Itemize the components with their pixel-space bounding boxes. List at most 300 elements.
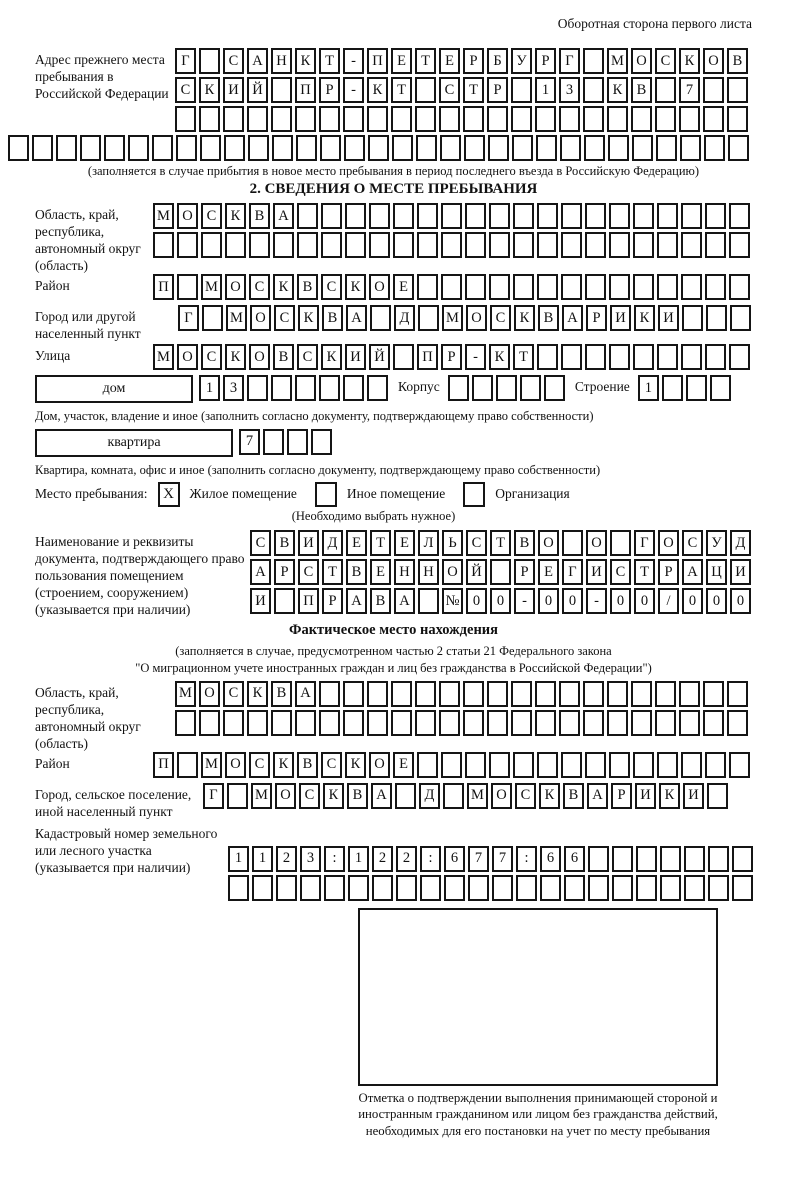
char-cell — [295, 710, 316, 736]
char-cell — [708, 846, 729, 872]
char-cell: К — [345, 752, 366, 778]
char-cell — [636, 846, 657, 872]
house-cells — [199, 375, 388, 401]
char-cell — [224, 135, 245, 161]
char-cell — [489, 274, 510, 300]
checkbox-organization — [463, 482, 485, 507]
char-cell: Й — [247, 77, 268, 103]
char-cell — [177, 274, 198, 300]
char-cell — [561, 344, 582, 370]
char-cell: И — [345, 344, 366, 370]
char-cell — [396, 875, 417, 901]
char-cell — [657, 344, 678, 370]
district-row — [153, 274, 750, 300]
stroenie-cells — [638, 375, 731, 401]
char-cell: 2 — [396, 846, 417, 872]
char-cell: В — [538, 305, 559, 331]
char-cell: О — [249, 344, 270, 370]
char-cell — [657, 752, 678, 778]
char-cell — [511, 710, 532, 736]
char-cell: К — [199, 77, 220, 103]
char-cell — [656, 135, 677, 161]
char-cell — [321, 203, 342, 229]
option-organization-label: Организация — [495, 486, 570, 502]
char-cell — [273, 232, 294, 258]
char-cell — [417, 274, 438, 300]
char-cell: 6 — [444, 846, 465, 872]
char-cell — [177, 752, 198, 778]
char-cell — [537, 203, 558, 229]
char-cell: 2 — [372, 846, 393, 872]
char-cell: К — [225, 344, 246, 370]
char-cell: С — [610, 559, 631, 585]
char-cell — [487, 106, 508, 132]
char-cell — [732, 846, 753, 872]
char-cell: 3 — [300, 846, 321, 872]
char-cell — [703, 106, 724, 132]
char-cell: М — [442, 305, 463, 331]
char-cell: О — [466, 305, 487, 331]
apartment-box-label: квартира — [35, 429, 233, 457]
char-cell: Г — [203, 783, 224, 809]
char-cell — [343, 681, 364, 707]
char-cell: В — [563, 783, 584, 809]
document-row-3 — [250, 588, 752, 614]
char-cell — [512, 135, 533, 161]
char-cell — [727, 106, 748, 132]
char-cell: К — [634, 305, 655, 331]
char-cell: : — [516, 846, 537, 872]
char-cell — [321, 232, 342, 258]
char-cell: У — [706, 530, 727, 556]
house-box-label: дом — [35, 375, 193, 403]
char-cell — [372, 875, 393, 901]
char-cell — [633, 344, 654, 370]
char-cell — [705, 203, 726, 229]
char-cell — [319, 106, 340, 132]
char-cell — [511, 77, 532, 103]
char-cell — [535, 681, 556, 707]
char-cell — [609, 344, 630, 370]
char-cell: Т — [370, 530, 391, 556]
char-cell: Й — [369, 344, 390, 370]
char-cell: Р — [658, 559, 679, 585]
char-cell — [583, 48, 604, 74]
char-cell: Г — [178, 305, 199, 331]
char-cell — [200, 135, 221, 161]
char-cell: 3 — [559, 77, 580, 103]
char-cell — [199, 48, 220, 74]
char-cell — [296, 135, 317, 161]
char-cell: С — [682, 530, 703, 556]
char-cell: Е — [393, 274, 414, 300]
char-cell: О — [275, 783, 296, 809]
char-cell: С — [321, 274, 342, 300]
char-cell — [393, 344, 414, 370]
char-cell — [560, 135, 581, 161]
char-cell — [463, 681, 484, 707]
char-cell — [703, 710, 724, 736]
char-cell: Р — [319, 77, 340, 103]
char-cell — [369, 203, 390, 229]
char-cell — [536, 135, 557, 161]
char-cell: А — [562, 305, 583, 331]
char-cell: В — [631, 77, 652, 103]
char-cell — [562, 530, 583, 556]
char-cell: С — [249, 752, 270, 778]
char-cell — [610, 530, 631, 556]
char-cell — [681, 203, 702, 229]
char-cell — [609, 232, 630, 258]
fact-region-row-2 — [175, 710, 752, 736]
char-cell: 0 — [538, 588, 559, 614]
char-cell — [465, 203, 486, 229]
char-cell: К — [295, 48, 316, 74]
char-cell — [463, 106, 484, 132]
char-cell — [633, 232, 654, 258]
char-cell: С — [297, 344, 318, 370]
char-cell: 6 — [540, 846, 561, 872]
char-cell — [391, 106, 412, 132]
char-cell — [465, 232, 486, 258]
char-cell — [730, 305, 751, 331]
char-cell — [535, 710, 556, 736]
char-cell: М — [201, 752, 222, 778]
char-cell — [703, 77, 724, 103]
char-cell — [490, 559, 511, 585]
char-cell: Й — [466, 559, 487, 585]
fact-region-row-1 — [175, 681, 752, 707]
city-block — [35, 305, 752, 342]
char-cell: М — [201, 274, 222, 300]
char-cell: Р — [586, 305, 607, 331]
char-cell — [8, 135, 29, 161]
char-cell — [489, 232, 510, 258]
cadastral-block — [35, 822, 752, 904]
char-cell — [561, 232, 582, 258]
char-cell: А — [273, 203, 294, 229]
char-cell — [367, 106, 388, 132]
region-row-2 — [153, 232, 752, 258]
char-cell: К — [225, 203, 246, 229]
char-cell — [612, 875, 633, 901]
char-cell — [320, 135, 341, 161]
char-cell — [707, 783, 728, 809]
prev-address-block — [35, 48, 752, 135]
char-cell: П — [417, 344, 438, 370]
char-cell — [679, 710, 700, 736]
prev-address-row-4 — [8, 135, 752, 161]
char-cell: К — [321, 344, 342, 370]
char-cell — [657, 274, 678, 300]
char-cell: С — [299, 783, 320, 809]
char-cell: Р — [514, 559, 535, 585]
apartment-note: Квартира, комната, офис и иное (заполнить согласно документу, подтверждающему право собственности) — [35, 462, 601, 477]
fact-city-row — [203, 783, 728, 809]
char-cell — [440, 135, 461, 161]
char-cell: С — [321, 752, 342, 778]
char-cell — [463, 710, 484, 736]
korpus-label: Корпус — [398, 379, 440, 395]
char-cell — [537, 274, 558, 300]
char-cell: К — [273, 274, 294, 300]
char-cell — [297, 203, 318, 229]
char-cell: Д — [419, 783, 440, 809]
fact-district-row — [153, 752, 750, 778]
char-cell — [472, 375, 493, 401]
char-cell: М — [226, 305, 247, 331]
char-cell: - — [586, 588, 607, 614]
city-label: Город или другой населенный пункт — [35, 309, 141, 342]
char-cell — [487, 710, 508, 736]
house-note: Дом, участок, владение и иное (заполнить согласно документу, подтверждающему право собственности) — [35, 409, 594, 424]
char-cell: К — [345, 274, 366, 300]
char-cell — [223, 710, 244, 736]
char-cell — [311, 429, 332, 455]
char-cell — [441, 752, 462, 778]
char-cell — [248, 135, 269, 161]
char-cell — [559, 681, 580, 707]
char-cell — [729, 752, 750, 778]
char-cell — [583, 710, 604, 736]
char-cell: Т — [513, 344, 534, 370]
char-cell: В — [273, 344, 294, 370]
char-cell — [441, 203, 462, 229]
prev-address-note: (заполняется в случае прибытия в новое место пребывания в период последнего въезда в Российскую Федерацию) — [87, 164, 700, 178]
char-cell — [227, 783, 248, 809]
char-cell — [584, 135, 605, 161]
char-cell — [418, 588, 439, 614]
char-cell: К — [607, 77, 628, 103]
char-cell — [681, 232, 702, 258]
char-cell: П — [367, 48, 388, 74]
char-cell: К — [679, 48, 700, 74]
char-cell — [655, 710, 676, 736]
ownership-document-block — [35, 530, 752, 618]
prev-address-row-3 — [175, 106, 752, 132]
stay-type-note: (Необходимо выбрать нужное) — [291, 508, 456, 523]
char-cell — [729, 203, 750, 229]
char-cell: 0 — [706, 588, 727, 614]
char-cell — [391, 681, 412, 707]
char-cell: 3 — [223, 375, 244, 401]
char-cell — [80, 135, 101, 161]
cadastral-row-2 — [228, 875, 753, 901]
char-cell — [417, 752, 438, 778]
char-cell: А — [346, 588, 367, 614]
char-cell — [319, 681, 340, 707]
char-cell: Д — [322, 530, 343, 556]
char-cell — [128, 135, 149, 161]
char-cell — [585, 232, 606, 258]
char-cell: 0 — [682, 588, 703, 614]
char-cell: М — [607, 48, 628, 74]
document-row-1 — [250, 530, 752, 556]
fact-region-block — [35, 681, 752, 752]
char-cell: В — [347, 783, 368, 809]
char-cell — [295, 106, 316, 132]
char-cell — [271, 375, 292, 401]
char-cell: 7 — [468, 846, 489, 872]
char-cell — [415, 106, 436, 132]
char-cell: 0 — [730, 588, 751, 614]
char-cell: А — [295, 681, 316, 707]
option-other-premises-label: Иное помещение — [346, 486, 446, 502]
char-cell — [465, 274, 486, 300]
char-cell — [319, 375, 340, 401]
char-cell: 1 — [348, 846, 369, 872]
char-cell — [201, 232, 222, 258]
char-cell — [513, 203, 534, 229]
char-cell — [537, 232, 558, 258]
char-cell — [631, 710, 652, 736]
char-cell: Г — [634, 530, 655, 556]
char-cell: Р — [274, 559, 295, 585]
char-cell — [706, 305, 727, 331]
char-cell: С — [223, 48, 244, 74]
char-cell — [247, 106, 268, 132]
char-cell: - — [465, 344, 486, 370]
char-cell: 7 — [679, 77, 700, 103]
char-cell: И — [683, 783, 704, 809]
char-cell — [415, 681, 436, 707]
char-cell: М — [175, 681, 196, 707]
char-cell — [609, 752, 630, 778]
char-cell: Н — [418, 559, 439, 585]
char-cell — [370, 305, 391, 331]
char-cell — [348, 875, 369, 901]
char-cell: К — [659, 783, 680, 809]
char-cell — [56, 135, 77, 161]
char-cell — [468, 875, 489, 901]
char-cell: С — [515, 783, 536, 809]
char-cell — [367, 375, 388, 401]
char-cell: Д — [394, 305, 415, 331]
char-cell: Д — [730, 530, 751, 556]
street-label: Улица — [35, 348, 71, 364]
char-cell — [705, 752, 726, 778]
char-cell — [439, 710, 460, 736]
char-cell — [391, 710, 412, 736]
char-cell — [392, 135, 413, 161]
char-cell: 0 — [490, 588, 511, 614]
char-cell: 0 — [634, 588, 655, 614]
char-cell — [448, 375, 469, 401]
char-cell — [588, 875, 609, 901]
char-cell: У — [511, 48, 532, 74]
char-cell — [511, 106, 532, 132]
char-cell — [684, 846, 705, 872]
char-cell — [583, 77, 604, 103]
char-cell: О — [703, 48, 724, 74]
char-cell — [705, 344, 726, 370]
fact-region-label: Область, край, республика, автономный округ (область) — [35, 684, 141, 751]
char-cell — [705, 274, 726, 300]
char-cell — [496, 375, 517, 401]
char-cell — [368, 135, 389, 161]
char-cell: Е — [538, 559, 559, 585]
char-cell: В — [271, 681, 292, 707]
char-cell: В — [297, 752, 318, 778]
apartment-row — [35, 429, 752, 458]
char-cell: 1 — [228, 846, 249, 872]
char-cell: Р — [611, 783, 632, 809]
char-cell — [588, 846, 609, 872]
char-cell — [561, 752, 582, 778]
apartment-cells — [239, 429, 332, 455]
char-cell: Р — [441, 344, 462, 370]
char-cell — [511, 681, 532, 707]
char-cell — [662, 375, 683, 401]
char-cell — [585, 344, 606, 370]
char-cell: 1 — [535, 77, 556, 103]
ownership-document-label: Наименование и реквизиты документа, подтверждающего право пользования помещением (строением, сооружением) (указывается при наличии) — [35, 533, 245, 617]
char-cell — [728, 135, 749, 161]
char-cell: - — [343, 77, 364, 103]
char-cell — [513, 232, 534, 258]
char-cell — [608, 135, 629, 161]
char-cell — [489, 752, 510, 778]
char-cell — [583, 106, 604, 132]
char-cell: № — [442, 588, 463, 614]
char-cell — [418, 305, 439, 331]
char-cell — [252, 875, 273, 901]
char-cell: Т — [490, 530, 511, 556]
char-cell: Т — [322, 559, 343, 585]
char-cell — [263, 429, 284, 455]
char-cell: С — [175, 77, 196, 103]
char-cell — [439, 681, 460, 707]
char-cell: 1 — [199, 375, 220, 401]
char-cell: О — [369, 752, 390, 778]
char-cell — [420, 875, 441, 901]
char-cell: В — [346, 559, 367, 585]
char-cell: В — [274, 530, 295, 556]
char-cell: О — [177, 344, 198, 370]
char-cell — [343, 106, 364, 132]
char-cell — [585, 274, 606, 300]
char-cell: Б — [487, 48, 508, 74]
char-cell — [729, 344, 750, 370]
char-cell — [540, 875, 561, 901]
char-cell — [228, 875, 249, 901]
char-cell: Г — [559, 48, 580, 74]
char-cell: 7 — [492, 846, 513, 872]
char-cell: Е — [391, 48, 412, 74]
char-cell: Е — [439, 48, 460, 74]
char-cell — [583, 681, 604, 707]
char-cell: С — [298, 559, 319, 585]
char-cell — [681, 344, 702, 370]
char-cell — [176, 135, 197, 161]
prev-address-row-2 — [175, 77, 752, 103]
char-cell — [367, 710, 388, 736]
char-cell — [684, 875, 705, 901]
char-cell: И — [658, 305, 679, 331]
char-cell — [537, 344, 558, 370]
char-cell: О — [538, 530, 559, 556]
char-cell: И — [298, 530, 319, 556]
stroenie-label: Строение — [574, 379, 630, 395]
char-cell: Е — [346, 530, 367, 556]
char-cell: Г — [562, 559, 583, 585]
char-cell — [175, 710, 196, 736]
char-cell: М — [467, 783, 488, 809]
char-cell — [544, 375, 565, 401]
char-cell: М — [251, 783, 272, 809]
char-cell: О — [199, 681, 220, 707]
char-cell: О — [442, 559, 463, 585]
